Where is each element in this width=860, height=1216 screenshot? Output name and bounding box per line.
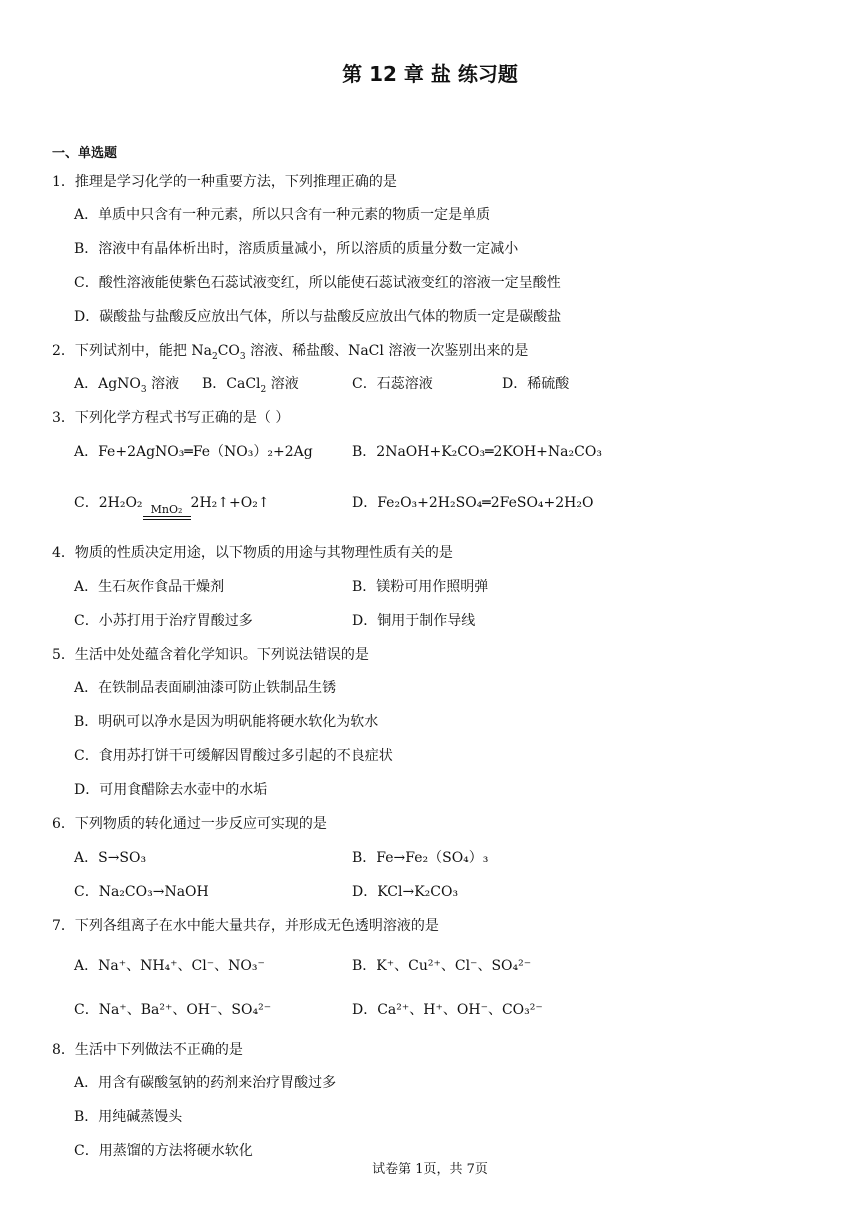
page-footer: 试卷第 1页，共 7页 bbox=[372, 1162, 488, 1177]
question-7-option-d: D．Ca²⁺、H⁺、OH⁻、CO₃²⁻ bbox=[352, 1002, 543, 1018]
question-2-option-c: C．石蕊溶液 bbox=[352, 376, 433, 392]
question-4-option-a: A．生石灰作食品干燥剂 bbox=[74, 579, 225, 595]
question-1-option-a: A．单质中只含有一种元素，所以只含有一种元素的物质一定是单质 bbox=[74, 207, 491, 223]
question-5-option-d: D．可用食醋除去水壶中的水垢 bbox=[74, 782, 268, 798]
question-6-option-c: C．Na₂CO₃→NaOH bbox=[74, 884, 209, 900]
question-1-option-c: C．酸性溶液能使紫色石蕊试液变红，所以能使石蕊试液变红的溶液一定呈酸性 bbox=[74, 275, 561, 291]
question-3-option-a: A．Fe+2AgNO₃═Fe（NO₃）₂+2Ag bbox=[74, 444, 313, 460]
question-3-option-b: B．2NaOH+K₂CO₃═2KOH+Na₂CO₃ bbox=[352, 444, 602, 460]
question-2-stem: 2．下列试剂中，能把 $Na_2CO_3$ 溶液、稀盐酸、NaCl 溶液一次鉴别出来的是 bbox=[52, 343, 529, 362]
question-8-option-c: C．用蒸馏的方法将硬水软化 bbox=[74, 1143, 253, 1159]
question-4-option-b: B．镁粉可用作照明弹 bbox=[352, 579, 489, 595]
question-3-option-d: D．Fe₂O₃+2H₂SO₄═2FeSO₄+2H₂O bbox=[352, 495, 594, 511]
question-5-option-b: B．明矾可以净水是因为明矾能将硬水软化为软水 bbox=[74, 714, 379, 730]
question-2-option-a: A．AgNO$_3$ 溶液 bbox=[74, 376, 180, 395]
question-3-stem: 3．下列化学方程式书写正确的是（ ） bbox=[52, 410, 290, 426]
reaction-condition: MnO₂ bbox=[143, 504, 191, 520]
question-6-option-b: B．Fe→Fe₂（SO₄）₃ bbox=[352, 850, 489, 866]
question-8-option-b: B．用纯碱蒸馒头 bbox=[74, 1109, 183, 1125]
question-8-stem: 8．生活中下列做法不正确的是 bbox=[52, 1042, 243, 1058]
question-5-stem: 5．生活中处处蕴含着化学知识。下列说法错误的是 bbox=[52, 647, 369, 663]
question-1-option-b: B．溶液中有晶体析出时，溶质质量减小，所以溶质的质量分数一定减小 bbox=[74, 241, 519, 257]
question-1-stem: 1．推理是学习化学的一种重要方法，下列推理正确的是 bbox=[52, 174, 397, 190]
question-4-option-c: C．小苏打用于治疗胃酸过多 bbox=[74, 613, 253, 629]
question-7-option-b: B．K⁺、Cu²⁺、Cl⁻、SO₄²⁻ bbox=[352, 958, 532, 974]
question-7-stem: 7．下列各组离子在水中能大量共存，并形成无色透明溶液的是 bbox=[52, 918, 439, 934]
section-heading: 一、单选题 bbox=[52, 146, 118, 161]
question-6-option-d: D．KCl→K₂CO₃ bbox=[352, 884, 459, 900]
question-6-option-a: A．S→SO₃ bbox=[74, 850, 147, 866]
question-2-option-b: B．CaCl$_2$ 溶液 bbox=[202, 376, 299, 395]
question-7-option-a: A．Na⁺、NH₄⁺、Cl⁻、NO₃⁻ bbox=[74, 958, 265, 974]
page-title: 第 12 章 盐 练习题 bbox=[342, 62, 518, 86]
question-5-option-c: C．食用苏打饼干可缓解因胃酸过多引起的不良症状 bbox=[74, 748, 393, 764]
question-4-stem: 4．物质的性质决定用途，以下物质的用途与其物理性质有关的是 bbox=[52, 545, 453, 561]
question-4-option-d: D．铜用于制作导线 bbox=[352, 613, 476, 629]
question-5-option-a: A．在铁制品表面刷油漆可防止铁制品生锈 bbox=[74, 680, 337, 696]
question-6-stem: 6．下列物质的转化通过一步反应可实现的是 bbox=[52, 816, 327, 832]
question-8-option-a: A．用含有碳酸氢钠的药剂来治疗胃酸过多 bbox=[74, 1075, 337, 1091]
question-7-option-c: C．Na⁺、Ba²⁺、OH⁻、SO₄²⁻ bbox=[74, 1002, 272, 1018]
question-2-option-d: D．稀硫酸 bbox=[502, 376, 570, 392]
question-3-option-c: C．2H₂O₂ MnO₂ 2H₂↑+O₂↑ bbox=[74, 493, 270, 520]
question-1-option-d: D．碳酸盐与盐酸反应放出气体，所以与盐酸反应放出气体的物质一定是碳酸盐 bbox=[74, 309, 562, 325]
